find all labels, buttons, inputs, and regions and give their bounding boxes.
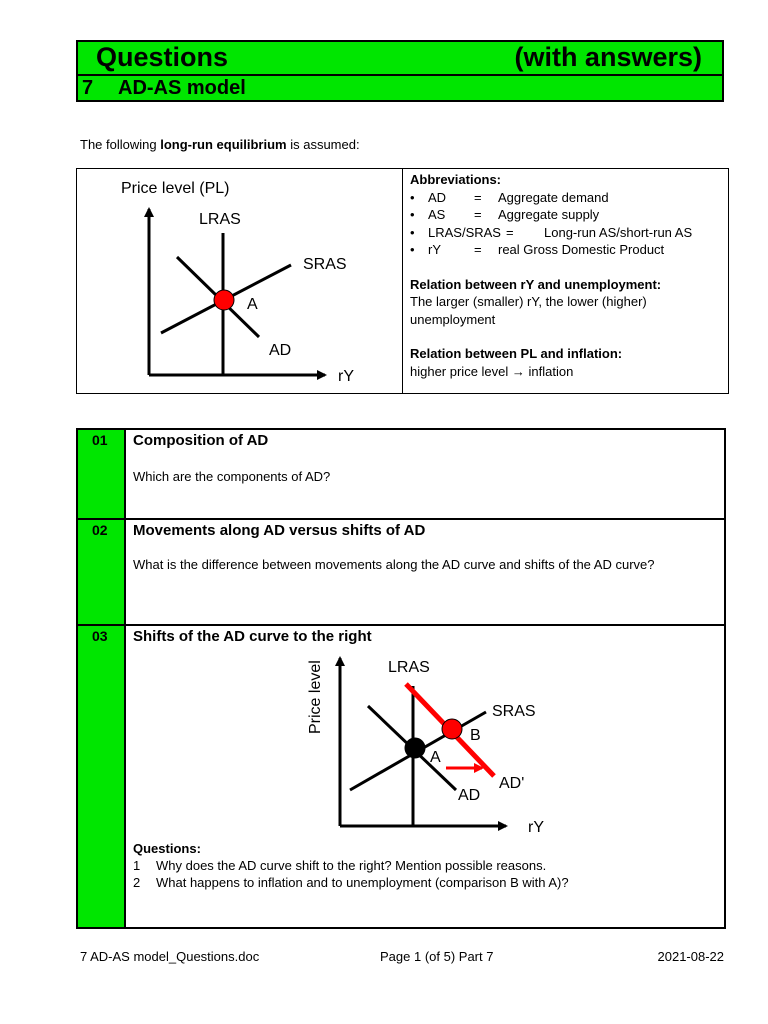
relation2-text: higher price level → inflation (410, 363, 574, 379)
footer-page: Page 1 (of 5) Part 7 (380, 949, 494, 964)
ad-shift-label: AD' (499, 775, 525, 792)
relation1-text-cont: unemployment (410, 311, 496, 327)
x-axis-label: rY (338, 368, 354, 385)
list-item: 1 Why does the AD curve shift to the right? Mention possible reasons. (133, 858, 547, 873)
equilibrium-point (214, 290, 234, 310)
chapter-title: AD-AS model (118, 77, 246, 99)
question-number-cell: 03 (78, 626, 126, 927)
equilibrium-box (76, 168, 729, 394)
lras-label: LRAS (388, 659, 430, 676)
question-title: Composition of AD (133, 432, 269, 449)
ad-label: AD (458, 787, 481, 804)
sub-questions (133, 840, 718, 891)
abbr-item: • rY = real Gross Domestic Product (410, 242, 665, 257)
abbr-item: • LRAS/SRAS = Long-run AS/short-run AS (410, 224, 693, 240)
intro-text: The following long-run equilibrium is assumed: (80, 137, 360, 152)
y-axis-label: Price level (PL) (121, 180, 230, 197)
sras-label: SRAS (303, 256, 347, 273)
question-title: Movements along AD versus shifts of AD (133, 522, 426, 539)
list-item: 2 What happens to inflation and to unemployment (comparison B with A)? (133, 875, 569, 890)
relation1-text: The larger (smaller) rY, the lower (higher) (410, 294, 647, 309)
box-divider (402, 169, 403, 393)
point-b (442, 719, 462, 739)
abbreviations-heading: Abbreviations: (410, 172, 502, 187)
page-title-right: (with answers) (514, 42, 702, 72)
question-title: Shifts of the AD curve to the right (133, 628, 372, 645)
point-label: A (247, 296, 258, 313)
question-02 (76, 518, 726, 626)
sub-questions-heading: Questions: (133, 841, 201, 856)
x-axis-label: rY (528, 819, 544, 836)
footer-filename: 7 AD-AS model_Questions.doc (80, 949, 260, 964)
abbr-item: • AD = Aggregate demand (410, 189, 609, 205)
lras-label: LRAS (199, 211, 241, 228)
title-banner (76, 40, 724, 74)
relation2-heading: Relation between PL and inflation: (410, 346, 623, 361)
question-number-cell: 02 (78, 520, 126, 624)
abbreviations-panel (410, 171, 730, 380)
equilibrium-diagram (77, 169, 402, 395)
abbr-item: • AS = Aggregate supply (410, 207, 600, 222)
page-title: Questions (96, 42, 229, 72)
point-b-label: B (470, 727, 481, 744)
point-a-label: A (430, 749, 441, 766)
question-number-cell: 01 (78, 430, 126, 518)
question-01 (76, 428, 726, 520)
footer-date: 2021-08-22 (657, 949, 724, 964)
point-a (405, 738, 425, 758)
question-text: Which are the components of AD? (133, 469, 331, 484)
chapter-number: 7 (82, 77, 94, 99)
y-axis-label: Price level (307, 660, 324, 734)
ad-label: AD (269, 342, 292, 359)
question-03 (76, 624, 726, 929)
relation1-heading: Relation between rY and unemployment: (410, 276, 662, 292)
ad-shift-diagram (298, 648, 558, 838)
chapter-banner (76, 74, 724, 102)
sras-label: SRAS (492, 703, 536, 720)
question-text: What is the difference between movements along the AD curve and shifts of the AD curve? (133, 557, 655, 572)
